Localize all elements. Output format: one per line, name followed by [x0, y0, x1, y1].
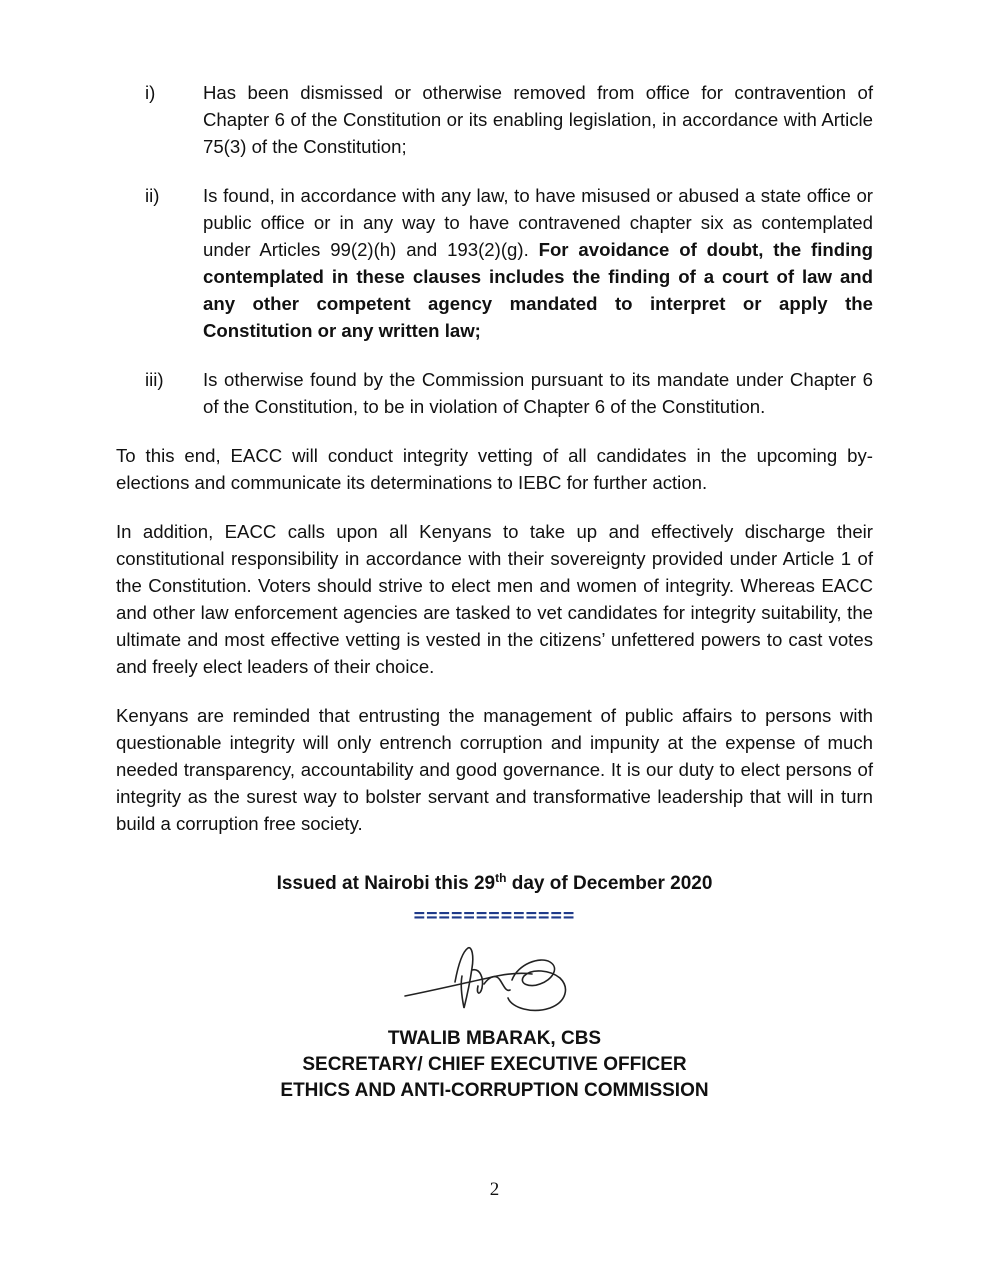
page-number: 2: [489, 1179, 500, 1200]
signatory-organization: ETHICS AND ANTI-CORRUPTION COMMISSION: [280, 1080, 709, 1101]
issued-line: [0, 870, 989, 897]
list-item-number: iii): [145, 369, 164, 390]
signature: [400, 938, 580, 1018]
issued-ordinal-suffix: th: [495, 871, 507, 885]
issued-rest: day of December 2020: [506, 873, 713, 894]
paragraph-voter-responsibility: In addition, EACC calls upon all Kenyans to take up and effectively discharge their constitutional responsibility in accordance with their sovereignty provided under Article 1 of the Constitution. Voters should strive to elect men and women of integrity. Whereas EACC and other law enforcement agencies are tasked to vet candidates for integrity suitability, the ultimate and most effective vetting is vested in the citizens’ unfettered powers to cast votes and freely elect leaders of their choice.: [116, 521, 873, 677]
list-item-bold-text: For avoidance of doubt, the finding contemplated in these clauses includes the finding of a court of law and any other competent agency mandated to interpret or apply the Constitution or any written law;: [203, 239, 873, 341]
paragraph-reminder: Kenyans are reminded that entrusting the management of public affairs to persons with questionable integrity will only entrench corruption and impunity at the expense of much needed transparency, accountability and good governance. It is our duty to elect persons of integrity as the surest way to bolster servant and transformative leadership that will in turn build a corruption free society.: [116, 705, 873, 834]
list-item-text: Is otherwise found by the Commission pursuant to its mandate under Chapter 6 of the Constitution, to be in violation of Chapter 6 of the Constitution.: [203, 369, 873, 417]
paragraph-integrity-vetting: To this end, EACC will conduct integrity vetting of all candidates in the upcoming by-elections and communicate its determinations to IEBC for further action.: [116, 445, 873, 493]
issued-prefix: Issued at Nairobi this 29: [276, 873, 496, 894]
separator-line: =============: [413, 904, 576, 926]
list-item-text: [203, 182, 873, 344]
list-item-plain-text: Is found, in accordance with any law, to have misused or abused a state office or public office or in any way to have contravened chapter six as contemplated under Articles 99(2)(h) and 193(2)(g).: [203, 185, 873, 260]
signatory-title: SECRETARY/ CHIEF EXECUTIVE OFFICER: [302, 1054, 687, 1075]
list-item-number: i): [145, 82, 156, 103]
list-item-text: Has been dismissed or otherwise removed from office for contravention of Chapter 6 of the Constitution or its enabling legislation, in accordance with Article 75(3) of the Constitution;: [203, 82, 873, 157]
signatory-name: TWALIB MBARAK, CBS: [387, 1028, 602, 1049]
list-item-number: ii): [145, 185, 160, 206]
